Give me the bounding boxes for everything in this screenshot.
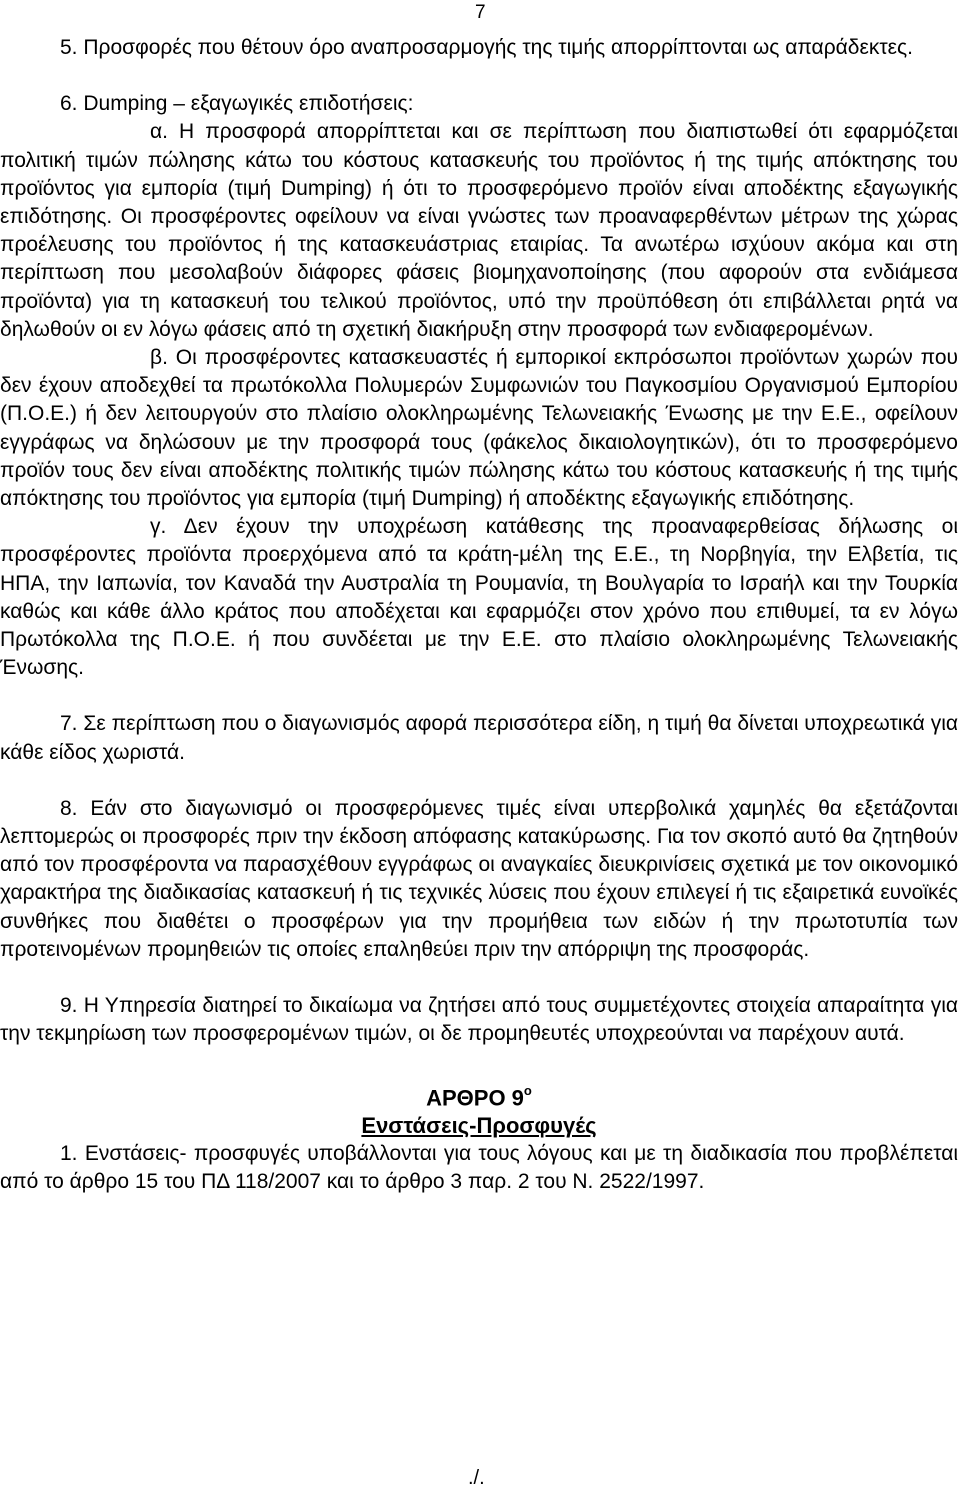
paragraph-item-6b: β. Οι προσφέροντες κατασκευαστές ή εμπορικοί εκπρόσωποι προϊόντων χωρών που δεν έχουν αποδεχθεί τα πρωτόκολλα Πολυμερών Συμφωνιών του Παγκοσμίου Οργανισμού Εμπορίου (Π.Ο.Ε.) ή δεν λειτουργούν στο πλαίσιο ολοκληρωμένης Τελωνειακής Ένωσης με την Ε.Ε., οφείλουν εγγράφως να δηλώσουν με την προσφορά τους (φάκελος δικαιολογητικών), ότι το προσφερόμενο προϊόν τους δεν είναι αποδέκτης πολιτικής τιμών πώλησης κάτω του κόστους κατασκευής ή της τιμής απόκτησης του προϊόντος για εμπορία (τιμή Dumping) ή αποδέκτης εξαγωγικής επιδότησης. xyxy=(0,346,958,511)
paragraph-item-6-title: 6. Dumping – εξαγωγικές επιδοτήσεις: xyxy=(60,92,414,116)
paragraph-item-6a: α. Η προσφορά απορρίπτεται και σε περίπτωση που διαπιστωθεί ότι εφαρμόζεται πολιτική τιμών πώλησης κάτω του κόστους κατασκευής του προϊόντος ή της τιμής απόκτησης του προϊόντος για εμπορία (τιμή Dumping) ή ότι το προσφερόμενο προϊόν είναι αποδέκτης εξαγωγικής επιδότησης. Οι προσφέροντες οφείλουν να είναι γνώστες των προαναφερθέντων μέτρων της χώρας προέλευσης του προϊόντος ή της κατασκευάστριας εταιρίας. Τα ανωτέρω ισχύουν ακόμα και στη περίπτωση που μεσολαβούν διάφορες φάσεις βιομηχανοποίησης (που αφορούν στα ενδιάμεσα προϊόντα) για τη κατασκευή του τελικού προϊόντος, υπό την προϋπόθεση ότι επιβάλλεται ρητά να δηλωθούν οι εν λόγω φάσεις από τη σχετική διακήρυξη στην προσφορά των ενδιαφερομένων. xyxy=(0,120,958,341)
article-title: ΑΡΘΡΟ 9 xyxy=(426,1084,524,1110)
continuation-mark: ./. xyxy=(468,1467,485,1489)
paragraph-article-item-1: 1. Ενστάσεις- προσφυγές υποβάλλονται για τους λόγους και με τη διαδικασία που προβλέπεται από το άρθρο 15 του ΠΔ 118/2007 και το άρθρο 3 παρ. 2 του Ν. 2522/1997. xyxy=(0,1141,958,1194)
paragraph-item-8: 8. Εάν στο διαγωνισμό οι προσφερόμενες τιμές είναι υπερβολικά χαμηλές θα εξετάζονται λεπτομερώς οι προσφορές πριν την έκδοση απόφασης κατακύρωσης. Για τον σκοπό αυτό θα ζητηθούν από τον προσφέροντα να παρασχέθουν εγγράφως οι αναγκαίες διευκρινίσεις σχετικά με τον οικονομικό χαρακτήρα της διαδικασίας κατασκευή ή τις τεχνικές λύσεις που έχουν επιλεγεί ή τις εξαιρετικά ευνοϊκές συνθήκες που διαθέτει ο προσφέρων για την προμήθεια των ειδών ή την πρωτοτυπία των προτεινομένων προμηθειών τις οποίες επαληθεύει πριν την απόρριψη της προσφοράς. xyxy=(0,796,958,961)
paragraph-item-6c: γ. Δεν έχουν την υποχρέωση κατάθεσης της προαναφερθείσας δήλωσης οι προσφέροντες προϊόντα προερχόμενα από τα κράτη-μέλη της Ε.Ε., τη Νορβηγία, την Ελβετία, τις ΗΠΑ, την Ιαπωνία, τον Καναδά την Αυστραλία τη Ρουμανία, τη Βουλγαρία το Ισραήλ και την Τουρκία καθώς και κάθε άλλο κράτος που αποδέχεται και εφαρμόζει στον χρόνο που επιθυμεί, τα εν λόγω Πρωτόκολλα της Π.Ο.Ε. ή που συνδέεται με την Ε.Ε. στο πλαίσιο ολοκληρωμένης Τελωνειακής Ένωσης. xyxy=(0,515,958,680)
document-body xyxy=(0,34,958,1196)
paragraph-item-7: 7. Σε περίπτωση που ο διαγωνισμός αφορά περισσότερα είδη, η τιμή θα δίνεται υποχρεωτικά για κάθε είδος χωριστά. xyxy=(0,712,958,764)
paragraph-item-9: 9. Η Υπηρεσία διατηρεί το δικαίωμα να ζητήσει από τους συμμετέχοντες στοιχεία απαραίτητα για την τεκμηρίωση των προσφερομένων τιμών, οι δε προμηθευτές υποχρεούνται να παρέχουν αυτά. xyxy=(0,994,958,1046)
article-title-superscript: ο xyxy=(523,1082,532,1098)
article-heading xyxy=(0,1079,958,1112)
article-subtitle: Ενστάσεις-Προσφυγές xyxy=(361,1112,597,1138)
page-number: 7 xyxy=(475,2,486,23)
paragraph-item-5: 5. Προσφορές που θέτουν όρο αναπροσαρμογής της τιμής απορρίπτονται ως απαράδεκτες. xyxy=(60,36,913,59)
